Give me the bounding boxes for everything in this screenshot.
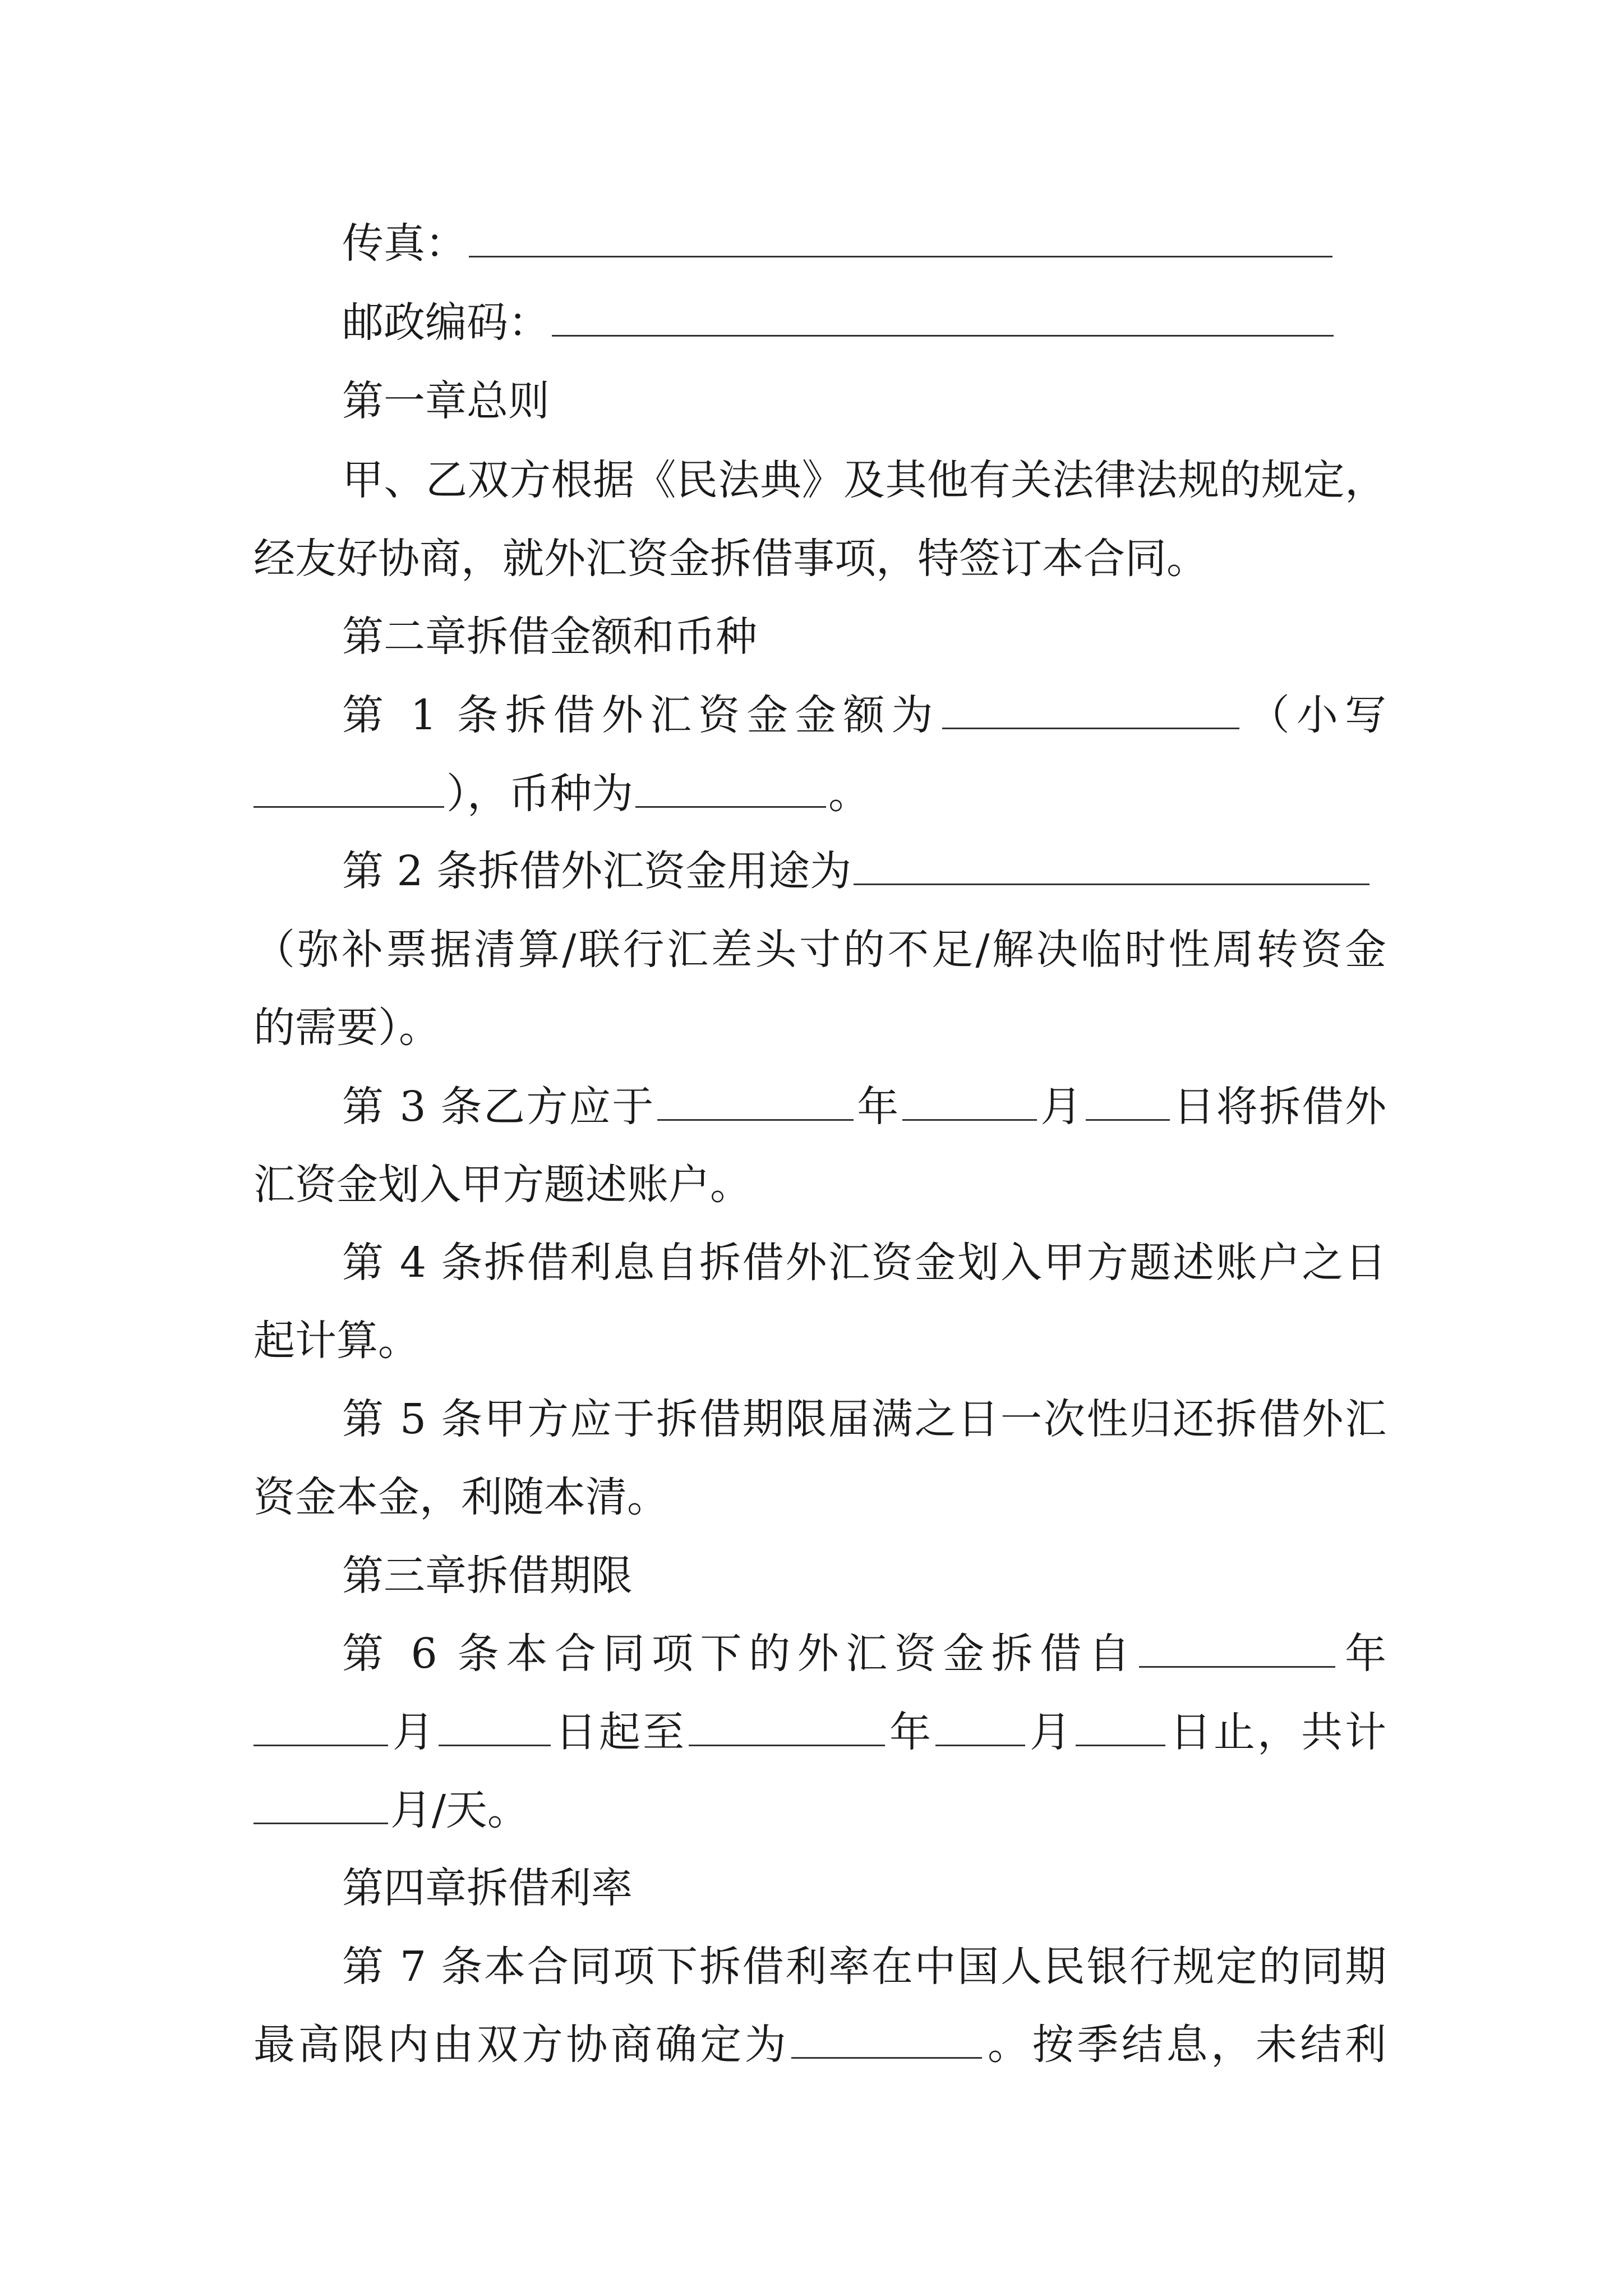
- article-7-text: 最高限内由双方协商确定为: [253, 2021, 790, 2069]
- month2-label: 月: [1027, 1708, 1073, 1756]
- start-year-blank[interactable]: [1139, 1631, 1335, 1668]
- article-3-line-1: [342, 1074, 1386, 1141]
- day-from-label: 日起至: [553, 1708, 686, 1756]
- duration-blank[interactable]: [253, 1788, 388, 1824]
- start-month-blank[interactable]: [253, 1710, 388, 1746]
- transfer-month-blank[interactable]: [902, 1084, 1037, 1121]
- purpose-blank[interactable]: [854, 849, 1370, 885]
- article-7-line-1: 第 7 条本合同项下拆借利率在中国人民银行规定的同期: [342, 1943, 1386, 1991]
- article-1-line-2: [253, 761, 1386, 828]
- article-3-day-text: 日将拆借外: [1172, 1083, 1387, 1131]
- ch1-paragraph-line-2: 经友好协商，就外汇资金拆借事项，特签订本合同。: [253, 535, 1208, 583]
- article-2-text: 第 2 条拆借外汇资金用途为: [342, 847, 852, 895]
- month-label: 月: [390, 1708, 436, 1756]
- article-6-text: 第 6 条本合同项下的外汇资金拆借自: [342, 1630, 1137, 1678]
- end-month-blank[interactable]: [935, 1710, 1025, 1746]
- chapter-2-title: 第二章拆借金额和币种: [342, 613, 757, 661]
- fax-label: 传真：: [342, 219, 467, 268]
- article-5-line-2: 资金本金，利随本清。: [253, 1473, 668, 1521]
- article-7-continuation: 。按季结息，未结利: [984, 2021, 1387, 2069]
- year2-label: 年: [887, 1708, 933, 1756]
- year-label: 年: [855, 1083, 900, 1131]
- interest-rate-blank[interactable]: [791, 2022, 982, 2059]
- article-2-line-1: [342, 838, 1386, 905]
- article-3-text: 第 3 条乙方应于: [342, 1083, 655, 1131]
- article-1-line-1: [342, 682, 1386, 749]
- postcode-label: 邮政编码：: [342, 298, 550, 347]
- chapter-3-title: 第三章拆借期限: [342, 1552, 633, 1600]
- postcode-line: [342, 289, 1386, 357]
- article-1-end: 。: [828, 770, 870, 818]
- month-label: 月: [1039, 1083, 1083, 1131]
- article-6-line-3: [253, 1777, 1386, 1844]
- end-year-blank[interactable]: [689, 1710, 885, 1746]
- start-day-blank[interactable]: [439, 1710, 551, 1746]
- article-1-text: 第 1 条拆借外汇资金金额为: [342, 691, 940, 739]
- amount-lowercase-blank[interactable]: [253, 771, 444, 808]
- transfer-year-blank[interactable]: [657, 1084, 854, 1121]
- article-3-line-2: 汇资金划入甲方题述账户。: [253, 1161, 751, 1209]
- transfer-day-blank[interactable]: [1086, 1084, 1170, 1121]
- article-6-line-2: [253, 1699, 1386, 1766]
- fax-blank[interactable]: [469, 221, 1332, 257]
- article-2-line-3: 的需要）。: [253, 1004, 440, 1052]
- fax-line: [342, 210, 1386, 278]
- ch1-paragraph-line-1: 甲、乙双方根据《民法典》及其他有关法律法规的规定，: [342, 456, 1386, 504]
- article-4-line-2: 起计算。: [253, 1317, 419, 1365]
- year-label: 年: [1338, 1630, 1387, 1678]
- article-7-line-2: [253, 2012, 1386, 2079]
- chapter-1-title: 第一章总则: [342, 377, 550, 425]
- day-to-label: 日止，共计: [1168, 1708, 1386, 1756]
- duration-unit: 月/天。: [390, 1786, 529, 1834]
- article-4-line-1: 第 4 条拆借利息自拆借外汇资金划入甲方题述账户之日: [342, 1239, 1386, 1287]
- currency-label: ），币种为: [446, 770, 633, 818]
- chapter-4-title: 第四章拆借利率: [342, 1864, 633, 1912]
- article-6-line-1: [342, 1621, 1386, 1688]
- end-day-blank[interactable]: [1076, 1710, 1165, 1746]
- article-5-line-1: 第 5 条甲方应于拆借期限届满之日一次性归还拆借外汇: [342, 1395, 1386, 1443]
- currency-blank[interactable]: [635, 771, 826, 808]
- amount-blank[interactable]: [942, 693, 1239, 729]
- article-1-lowercase-label: （小写: [1241, 691, 1387, 739]
- article-2-line-2: （弥补票据清算/联行汇差头寸的不足/解决临时性周转资金: [253, 926, 1386, 974]
- postcode-blank[interactable]: [552, 300, 1334, 337]
